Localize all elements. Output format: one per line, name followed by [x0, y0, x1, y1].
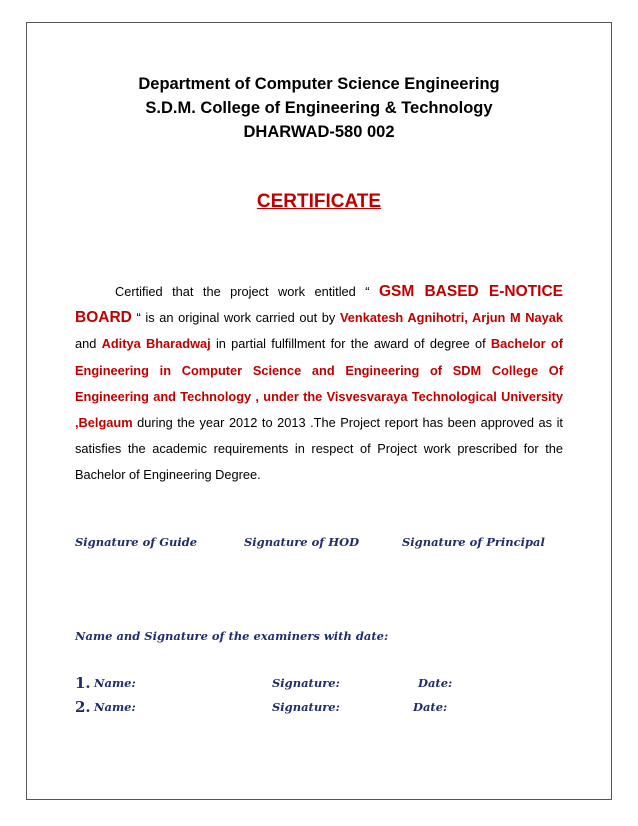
body-and: and [75, 336, 102, 352]
examiner-signature-label: Signature: [272, 700, 340, 714]
college-heading: S.D.M. College of Engineering & Technology [145, 99, 493, 117]
body-intro: Certified that the project work entitled “ [115, 284, 379, 299]
body-rest: during the year 2012 to 2013 .The Project report has been approved as it satisfies the academic requirements in respect of Project work prescribed for the Bachelor of Engineering Degree. [75, 415, 563, 483]
certificate-body [75, 279, 563, 489]
examiner-row [0, 676, 638, 698]
examiner-date-label: Date: [413, 700, 448, 714]
signature-principal: Signature of Principal [402, 535, 545, 549]
examiner-number: 2. [75, 698, 91, 716]
department-heading: Department of Computer Science Engineering [138, 75, 500, 93]
signature-hod: Signature of HOD [244, 535, 360, 549]
examiner-date-label: Date: [418, 676, 453, 690]
examiner-name-label: Name: [94, 676, 136, 690]
city-heading: DHARWAD-580 002 [243, 123, 395, 141]
examiner-signature-label: Signature: [272, 676, 340, 690]
project-title: GSM BASED E-NOTICE BOARD [75, 283, 563, 327]
certificate-title: CERTIFICATE [256, 191, 382, 212]
body-after-title: “ is an original work carried out by [131, 310, 340, 326]
body-partial: in partial fulfillment for the award of degree of [210, 336, 491, 352]
signature-guide: Signature of Guide [75, 535, 198, 549]
examiner-number: 1. [75, 674, 91, 692]
author-names: Venkatesh Agnihotri, Arjun M Nayak [339, 310, 564, 326]
author-third: Aditya Bharadwaj [101, 336, 211, 352]
examiner-row [0, 700, 638, 722]
examiners-heading: Name and Signature of the examiners with date: [75, 629, 389, 643]
examiner-name-label: Name: [94, 700, 136, 714]
degree-text: Bachelor of Engineering in Computer Science and Engineering of SDM College Of Engineering and Technology , under the Visvesvaraya Technological University ,Belgaum [75, 336, 563, 431]
